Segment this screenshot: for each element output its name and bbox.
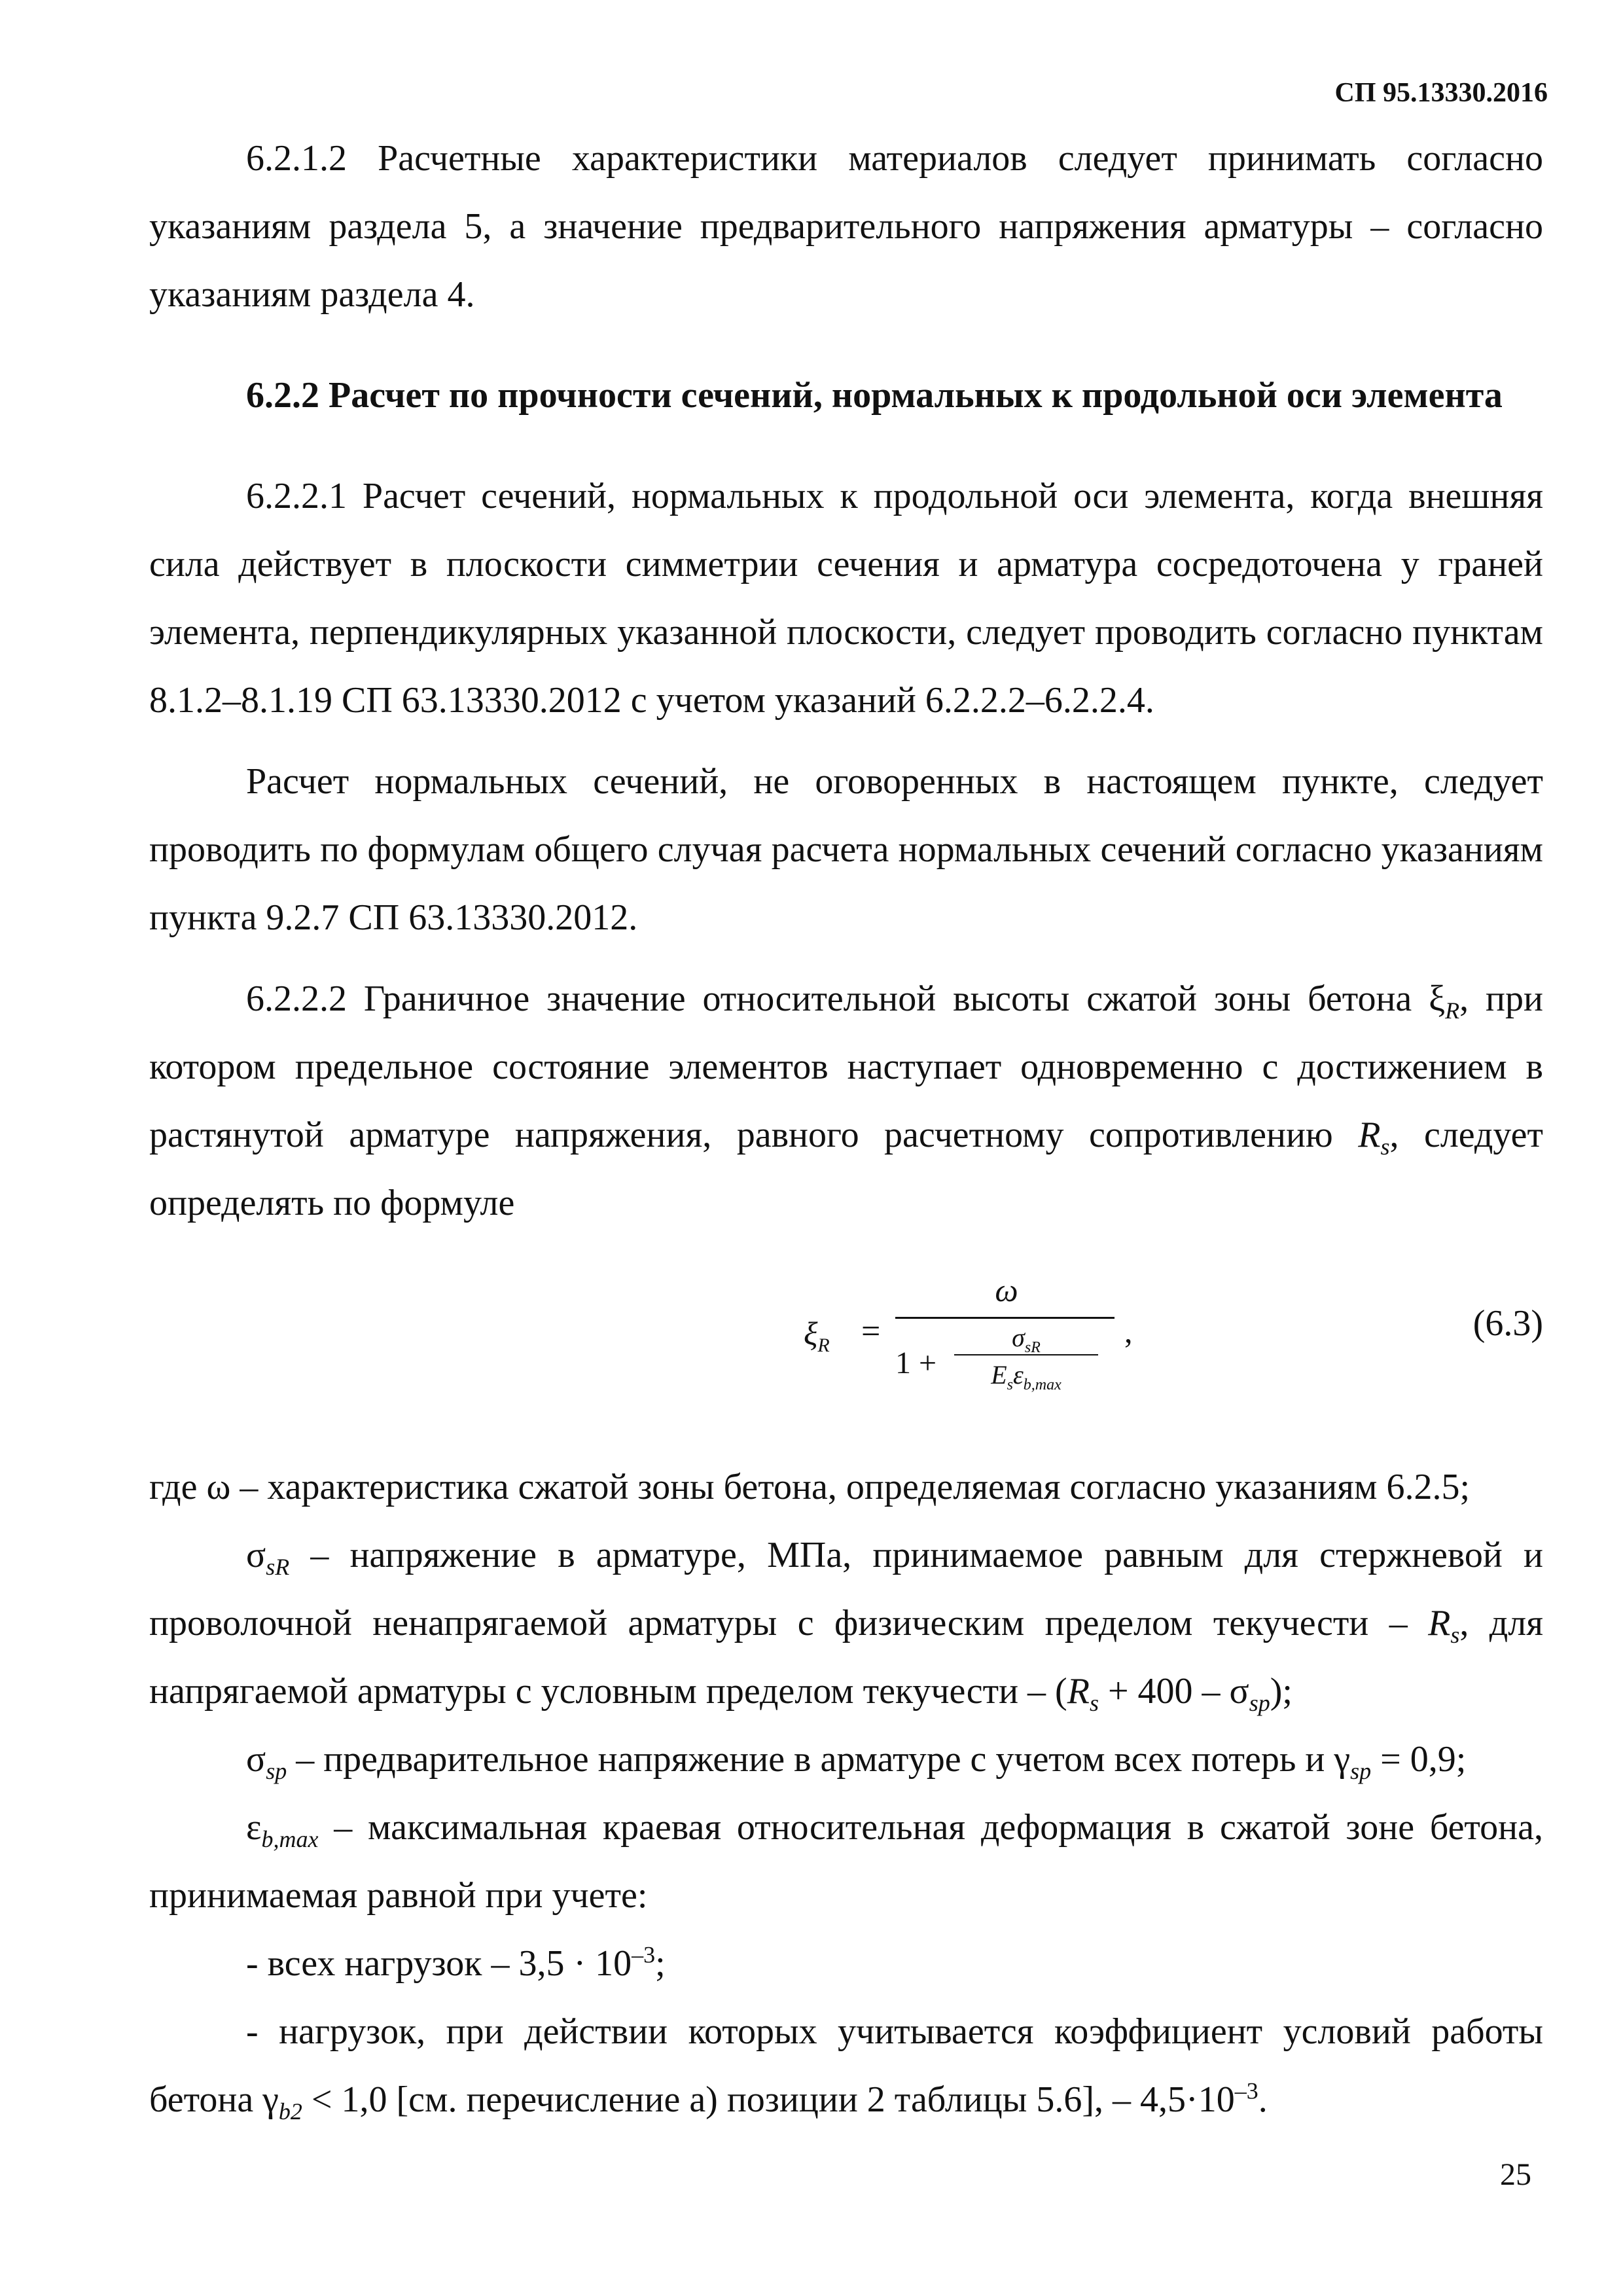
- list-item-loads-gamma-b2: - нагрузок, при действии которых учитывается коэффициент условий работы бетона $\gamma_{b2} < 1,0$ [см. перечисление а) позиции 2 таблицы 5.6], – $4,5\cdot 10^{-3}$.: [149, 2011, 1543, 2125]
- formula-inner-fraction: [948, 1321, 1105, 1395]
- formula-numerator: ω: [995, 1272, 1018, 1308]
- p4-text-b: , при котором предельное состояние элементов наступает одновременно с достижением в растянутой арматуре напряжения, равного расчетному сопротивлению: [149, 978, 1543, 1155]
- paragraph-6-2-2-1: 6.2.2.1 Расчет сечений, нормальных к продольной оси элемента, когда внешняя сила действует в плоскости симметрии сечения и арматура сосредоточена у граней элемента, перпендикулярных указанной плоскости, следует проводить согласно пунктам 8.1.2–8.1.19 СП 63.13330.2012 с учетом указаний 6.2.2.2–6.2.2.4.: [149, 476, 1543, 721]
- paragraph-sigma-sr: $\sigma_{sR}$ – напряжение в арматуре, МПа, принимаемое равным для стержневой и проволочной ненапрягаемой арматуры с физическим пределом текучести – $R_s$, для напрягаемой арматуры с условным пределом текучести – $(R_s + 400 - \sigma_{sp})$;: [149, 1535, 1543, 1717]
- rs-symbol: R: [1358, 1115, 1381, 1155]
- page-number: 25: [1500, 2157, 1531, 2192]
- p4-text-a: 6.2.2.2 Граничное значение относительной высоты сжатой зоны бетона ξ: [246, 978, 1446, 1019]
- paragraph-normal-sections: Расчет нормальных сечений, не оговоренных в настоящем пункте, следует проводить по формулам общего случая расчета нормальных сечений согласно указаниям пункта 9.2.7 СП 63.13330.2012.: [149, 761, 1543, 938]
- xi-subscript: R: [1445, 997, 1460, 1024]
- formula-equals: =: [861, 1313, 881, 1350]
- paragraph-sigma-sp: $\sigma_{sp}$ – предварительное напряжение в арматуре с учетом всех потерь и $\gamma_{sp} = 0,9$;: [246, 1739, 1467, 1785]
- inner-numerator: $\sigma_{sR}$: [1012, 1323, 1041, 1356]
- paragraph-6-2-1-2: 6.2.1.2 Расчетные характеристики материалов следует принимать согласно указаниям раздела 5, а значение предварительного напряжения арматуры – согласно указаниям раздела 4.: [149, 138, 1543, 315]
- paragraph-eps-bmax: $\varepsilon_{b,max}$ – максимальная краевая относительная деформация в сжатой зоне бетона, принимаемая равной при учете:: [149, 1807, 1543, 1916]
- paragraph-omega-definition: где ω – характеристика сжатой зоны бетона, определяемая согласно указаниям 6.2.5;: [149, 1467, 1470, 1507]
- formula-comma: ,: [1124, 1313, 1133, 1350]
- formula-one-plus: 1 +: [895, 1346, 937, 1380]
- inner-denominator: $E_s\varepsilon_{b,max}$: [991, 1360, 1061, 1393]
- paragraph-6-2-2-2: [149, 965, 1543, 1237]
- p4-text-c: , следует определять по формуле: [149, 1115, 1543, 1223]
- page-header-code: СП 95.13330.2016: [1334, 78, 1548, 108]
- list-item-all-loads: - всех нагрузок – $3,5 \cdot 10^{-3}$;: [246, 1941, 666, 1984]
- formula-lhs: $\xi_R$: [804, 1315, 830, 1356]
- formula-main-fraction: [895, 1263, 1118, 1417]
- document-body: [149, 124, 1543, 2134]
- section-heading-6-2-2: 6.2.2 Расчет по прочности сечений, нормальных к продольной оси элемента: [246, 375, 1503, 416]
- formula-denominator: [895, 1319, 1118, 1417]
- formula-number: (6.3): [1472, 1303, 1543, 1344]
- rs-subscript: s: [1380, 1134, 1390, 1160]
- formula-6-3: [149, 1257, 1543, 1433]
